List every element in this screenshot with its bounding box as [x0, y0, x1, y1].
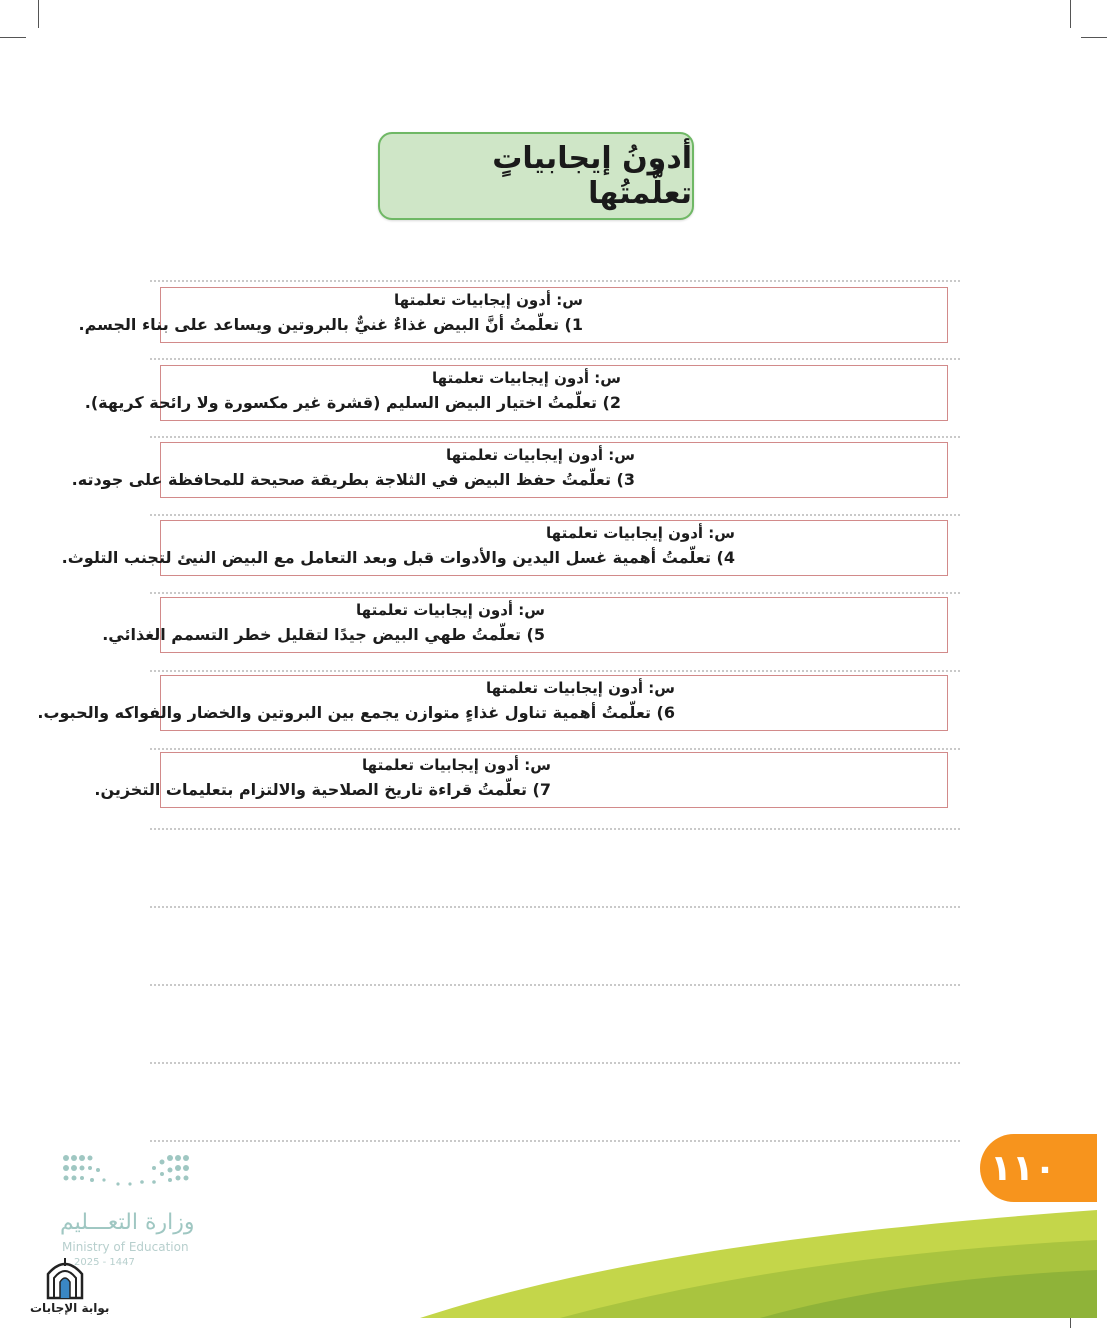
page-number-text: ١١٠ [990, 1147, 1056, 1189]
question-label: س: أدون إيجابيات تعلمتها [362, 756, 551, 774]
answer-text: 5) تعلّمتُ طهي البيض جيدًا لتقليل خطر التسمم الغذائي. [102, 625, 545, 644]
ministry-name-en: Ministry of Education [62, 1240, 189, 1254]
answer-text: 1) تعلّمتُ أنَّ البيض غذاءٌ غنيٌّ بالبروتين ويساعد على بناء الجسم. [78, 315, 583, 334]
answer-text: 2) تعلّمتُ اختيار البيض السليم (قشرة غير مكسورة ولا رائحة كريهة). [84, 393, 621, 412]
answer-text: 6) تعلّمتُ أهمية تناول غذاءٍ متوازن يجمع بين البروتين والخضار والفواكه والحبوب. [37, 703, 675, 722]
page-title: أدونُ إيجابياتٍ تعلَّمتُها [492, 141, 692, 211]
ministry-name-ar: وزارة التعـــليم [60, 1210, 195, 1235]
mosque-icon [44, 1256, 86, 1300]
watermark-label: بوابة الإجابات [30, 1301, 110, 1315]
question-label: س: أدون إيجابيات تعلمتها [432, 369, 621, 387]
answer-text: 3) تعلّمتُ حفظ البيض في الثلاجة بطريقة صحيحة للمحافظة على جودته. [71, 470, 635, 489]
answer-text: 4) تعلّمتُ أهمية غسل اليدين والأدوات قبل وبعد التعامل مع البيض النيئ لتجنب التلوث. [61, 548, 735, 567]
dots-logo-icon [58, 1150, 198, 1200]
answer-text: 7) تعلّمتُ قراءة تاريخ الصلاحية والالتزام بتعليمات التخزين. [94, 780, 551, 799]
question-label: س: أدون إيجابيات تعلمتها [486, 679, 675, 697]
question-label: س: أدون إيجابيات تعلمتها [356, 601, 545, 619]
page-number [980, 1134, 1097, 1202]
question-label: س: أدون إيجابيات تعلمتها [394, 291, 583, 309]
ministry-year: 2025 - 1447 [74, 1257, 135, 1268]
question-label: س: أدون إيجابيات تعلمتها [546, 524, 735, 542]
question-label: س: أدون إيجابيات تعلمتها [446, 446, 635, 464]
